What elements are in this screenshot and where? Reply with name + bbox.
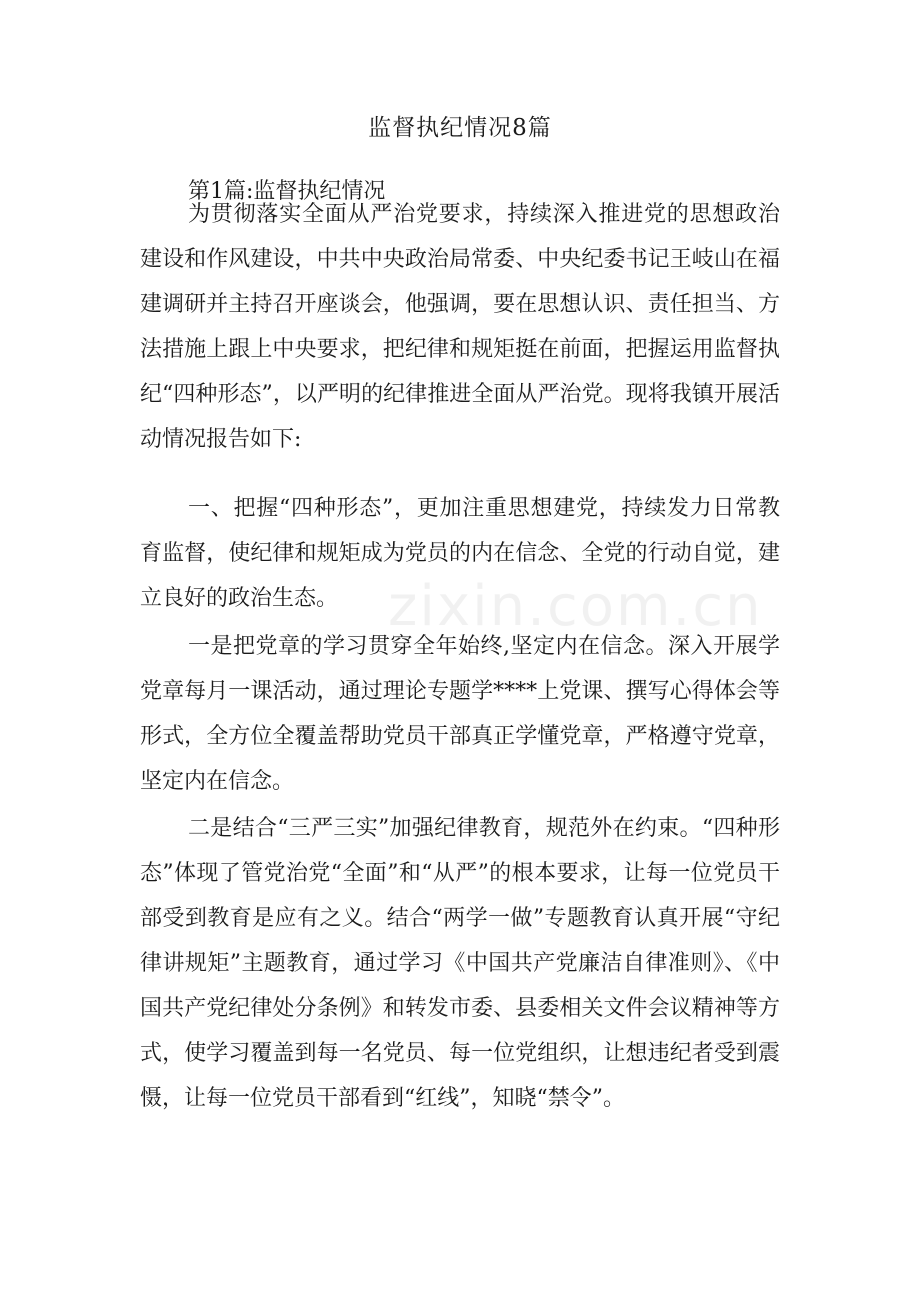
document-title: 监督执纪情况8篇 xyxy=(368,115,552,141)
paragraph-point-one: 一、把握“四种形态”，更加注重思想建党，持续发力日常教育监督，使纪律和规矩成为党员的内在信念、全党的行动自觉，建立良好的政治生态。 xyxy=(140,496,780,611)
section-heading: 第1篇:监督执纪情况 xyxy=(188,179,386,204)
paragraph-discipline-education: 二是结合“三严三实”加强纪律教育，规范外在约束。“四种形态”体现了管党治党“全面”和“从严”的根本要求，让每一位党员干部受到教育是应有之义。结合“两学一做”专题教育认真开展“守纪律讲规矩”主题教育，通过学习《中国共产党廉洁自律准则》、《中国共产党纪律处分条例》和转发市委、县委相关文件会议精神等方式，使学习覆盖到每一名党员、每一位党组织，让想违纪者受到震慑，让每一位党员干部看到“红线”，知晓“禁令”。 xyxy=(140,816,780,1111)
watermark-text: zixin.com.cn xyxy=(388,574,763,639)
paragraph-intro: 为贯彻落实全面从严治党要求，持续深入推进党的思想政治建设和作风建设，中共中央政治局常委、中央纪委书记王岐山在福建调研并主持召开座谈会，他强调，要在思想认识、责任担当、方法措施上跟上中央要求，把纪律和规矩挺在前面，把握运用监督执纪“四种形态”，以严明的纪律推进全面从严治党。现将我镇开展活动情况报告如下: xyxy=(140,202,780,452)
paragraph-party-constitution: 一是把党章的学习贯穿全年始终,坚定内在信念。深入开展学党章每月一课活动，通过理论专题学****上党课、撰写心得体会等形式，全方位全覆盖帮助党员干部真正学懂党章，严格遵守党章，坚定内在信念。 xyxy=(140,634,780,794)
